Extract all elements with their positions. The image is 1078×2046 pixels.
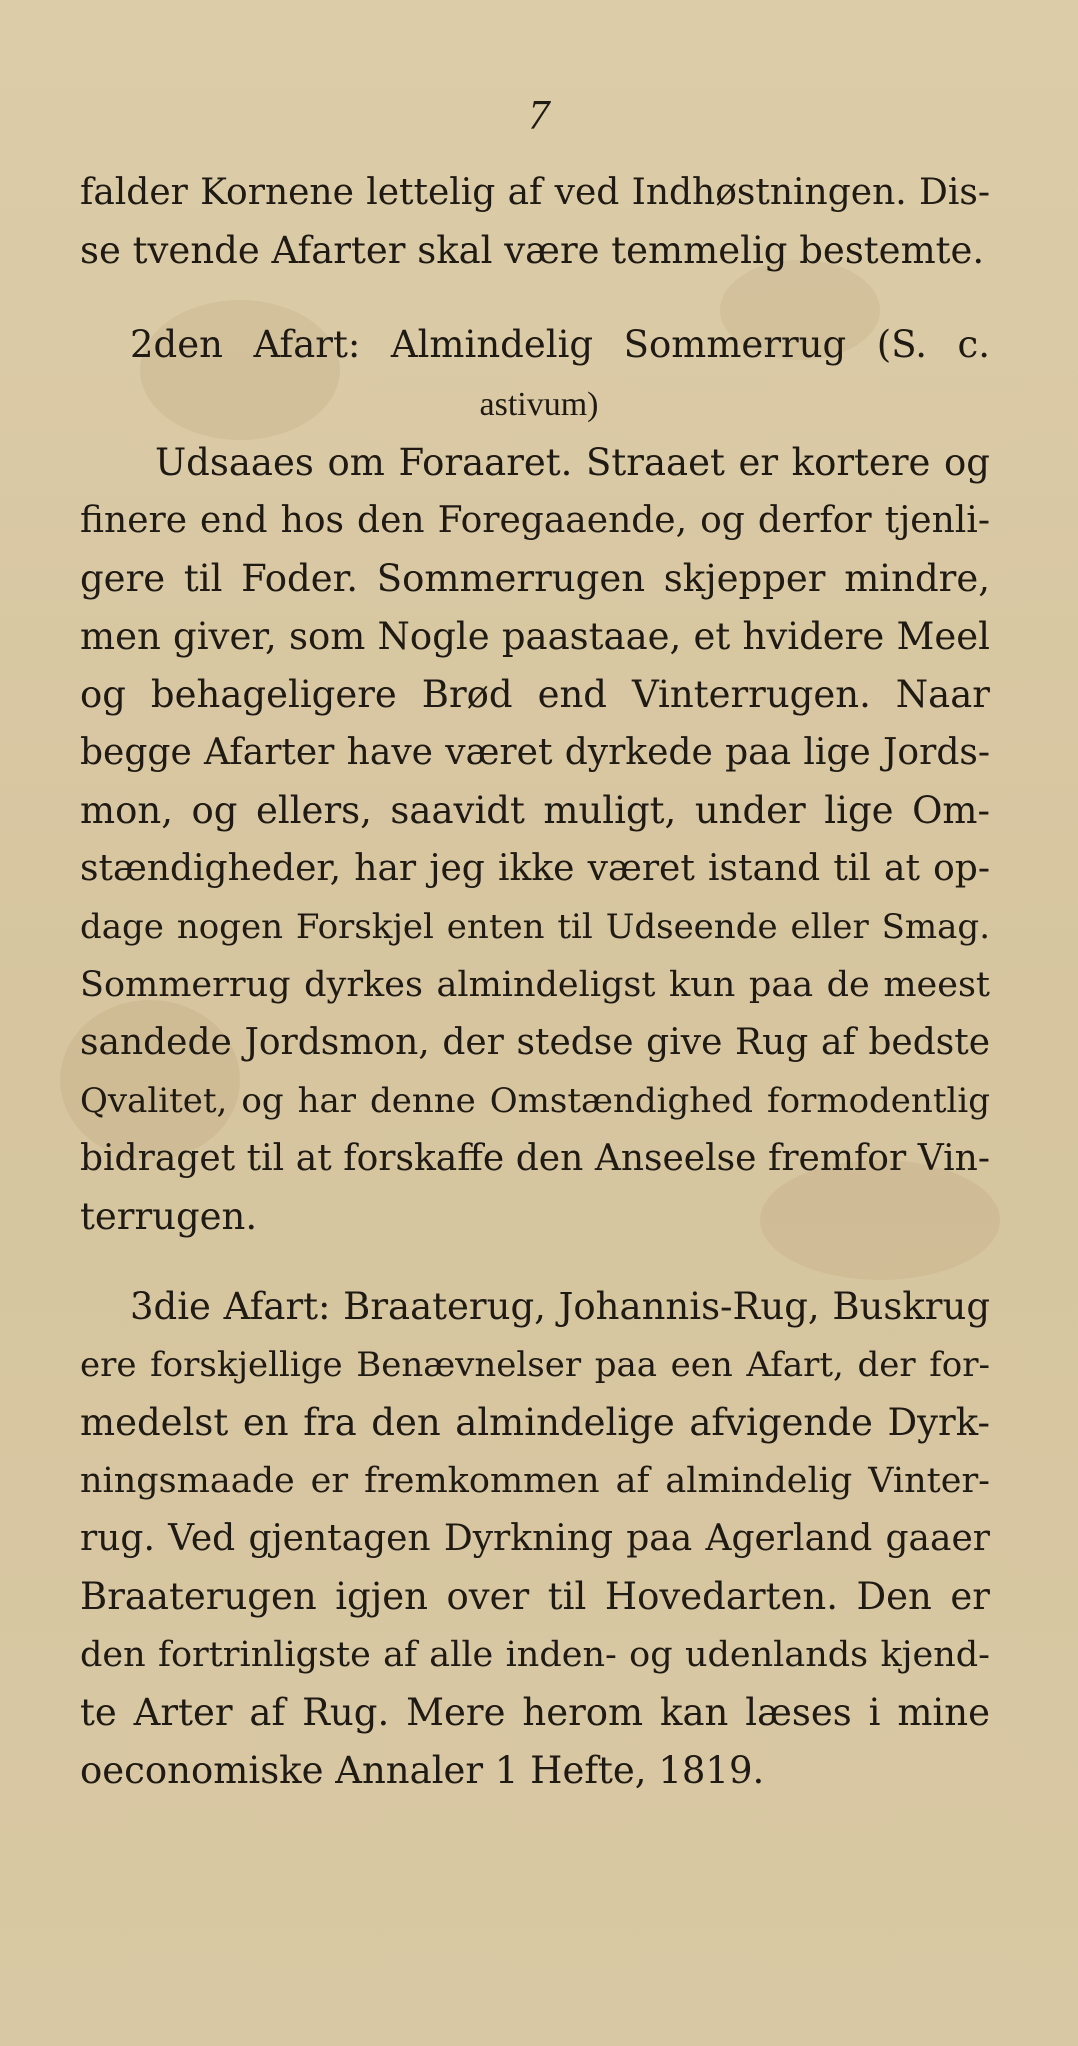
text-line: rug. Ved gjentagen Dyrkning paa Agerland gaaer	[80, 1518, 990, 1559]
text-line: sandede Jordsmon, der stedse give Rug af bedste	[80, 1022, 990, 1063]
text-line: og behageligere Brød end Vinterrugen. Naar	[80, 673, 990, 716]
text-line: Sommerrug dyrkes almindeligst kun paa de meest	[80, 965, 990, 1005]
text-line: ere forskjellige Benævnelser paa een Afart, der for-	[80, 1345, 990, 1385]
text-line: Braaterugen igjen over til Hovedarten. Den er	[80, 1575, 990, 1618]
page-number: 7	[528, 93, 550, 139]
text-line: bidraget til at forskaffe den Anseelse fremfor Vin-	[80, 1138, 990, 1179]
text-line: te Arter af Rug. Mere herom kan læses i mine	[80, 1691, 990, 1734]
section-heading: 2den Afart: Almindelig Sommerrug (S. c.	[130, 323, 990, 366]
text-line: begge Afarter have været dyrkede paa lige Jords-	[80, 732, 990, 773]
text-line: se tvende Afarter skal være temmelig bestemte.	[80, 229, 985, 272]
text-line: Udsaaes om Foraaret. Straaet er kortere og	[155, 441, 990, 484]
text-line: dage nogen Forskjel enten til Udseende eller Smag.	[80, 907, 990, 947]
text-line: oeconomiske Annaler 1 Hefte, 1819.	[80, 1749, 765, 1792]
text-line: Qvalitet, og har denne Omstændighed formodentlig	[80, 1081, 990, 1121]
text-line: ningsmaade er fremkommen af almindelig Vinter-	[80, 1461, 990, 1501]
text-line: den fortrinligste af alle inden- og udenlands kjend-	[80, 1635, 990, 1675]
latin-name: astivum)	[479, 386, 599, 423]
text-line: gere til Foder. Sommerrugen skjepper mindre,	[80, 557, 990, 600]
text-line: medelst en fra den almindelige afvigende Dyrk-	[80, 1401, 990, 1444]
text-line: falder Kornene lettelig af ved Indhøstningen. Dis-	[80, 172, 990, 213]
text-line: finere end hos den Foregaaende, og derfor tjenli-	[80, 500, 990, 541]
text-line: terrugen.	[80, 1195, 258, 1238]
text-line: stændigheder, har jeg ikke været istand til at op-	[80, 848, 990, 889]
text-line: mon, og ellers, saavidt muligt, under lige Om-	[80, 789, 990, 832]
text-line: men giver, som Nogle paastaae, et hvidere Meel	[80, 615, 990, 658]
section-heading: 3die Afart: Braaterug, Johannis-Rug, Buskrug	[130, 1285, 990, 1328]
